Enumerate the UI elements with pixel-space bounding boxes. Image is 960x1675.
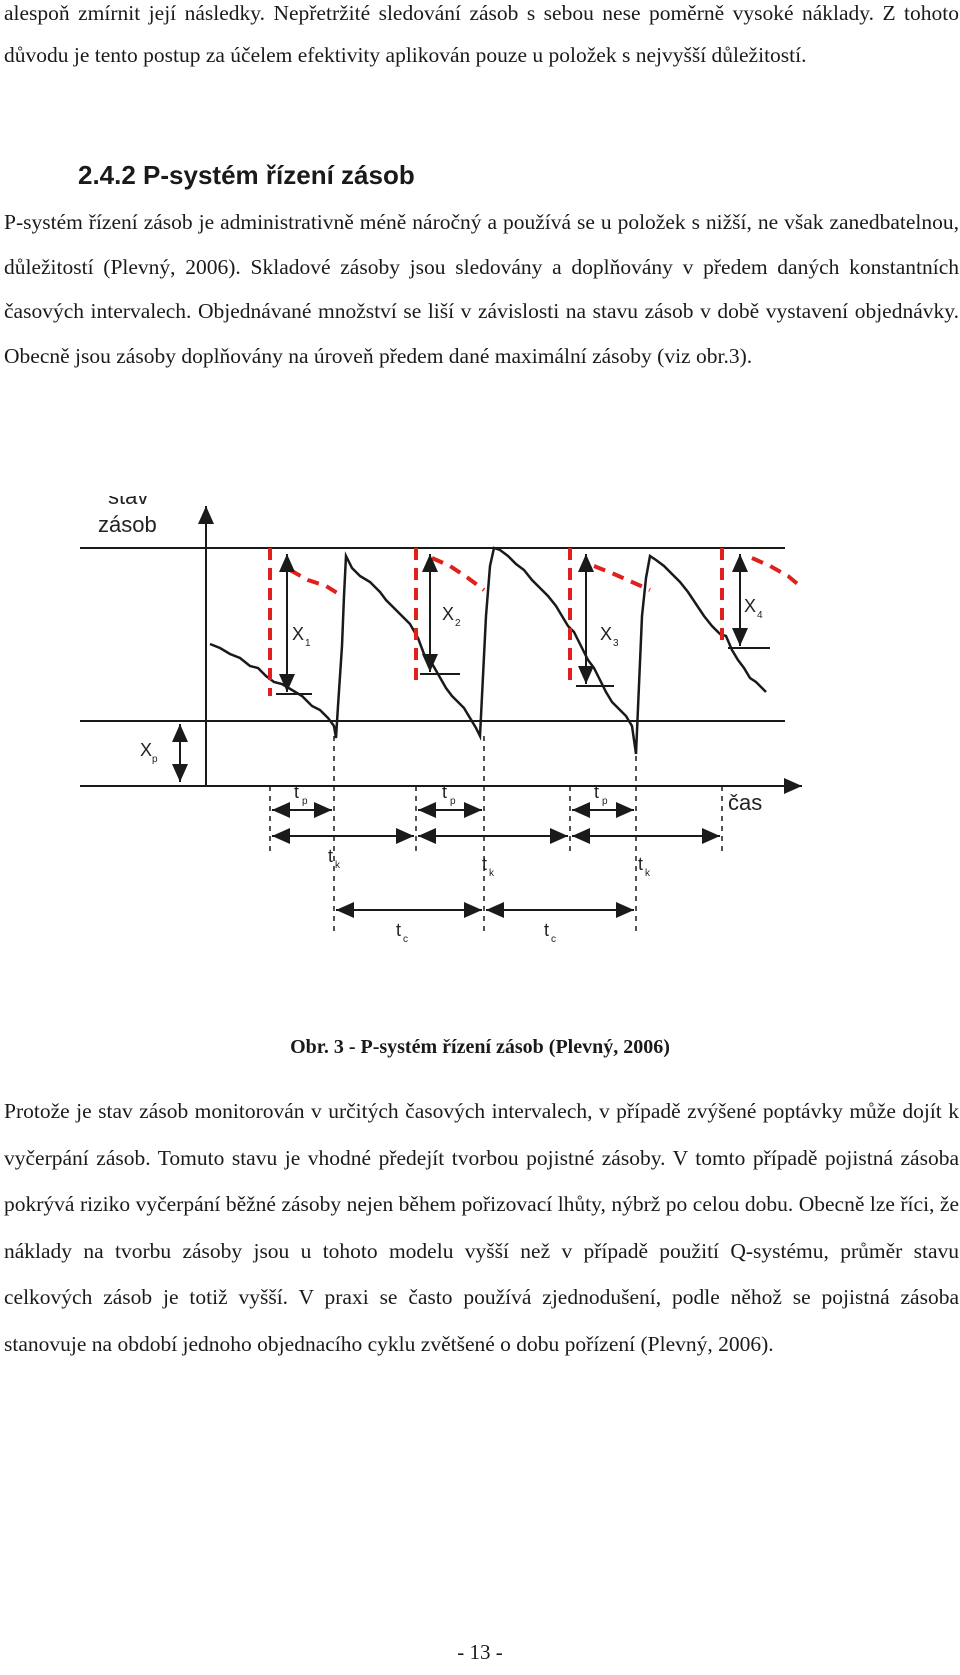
order-qty-sub-4: 4 (757, 610, 763, 621)
cycle-label-3: t (638, 854, 644, 874)
section-heading: 2.4.2 P-systém řízení zásob (78, 160, 415, 190)
order-qty-label-4: X (744, 596, 757, 616)
review-label-1: t (396, 920, 402, 940)
page-number: - 13 - (457, 1640, 503, 1664)
diagram-svg (80, 496, 880, 1016)
cycle-sub-2: k (489, 868, 494, 879)
y-axis-label-zasob: zásob (98, 512, 157, 537)
max-level-dashes (270, 548, 800, 696)
lead-time-sub-2: p (450, 796, 456, 807)
x-axis-label: čas (728, 790, 763, 815)
review-sub-1: c (403, 934, 408, 945)
psystem-paragraph: P-systém řízení zásob je administrativně méně náročný a používá se u položek s nižší, ne však zanedbatelnou, důležitostí (Plevný, 2006). Skladové zásoby jsou sledovány a doplňovány v předem daných konstantních časových intervalech. Objednávané množství se liší v závislosti na stavu zásob v době vystavení objednávky. Obecně jsou zásoby doplňovány na úroveň předem dané maximální zásoby (viz obr.3). (4, 210, 959, 368)
lead-time-sub-3: p (602, 796, 608, 807)
lead-time-sub-1: p (302, 796, 308, 807)
safety-stock-paragraph: Protože je stav zásob monitorován v určitých časových intervalech, v případě zvýšené poptávky může dojít k vyčerpání zásob. Tomuto stavu je vhodné předejít tvorbou pojistné zásoby. V tomto případě pojistná zásoba pokrývá riziko vyčerpání běžné zásoby nejen během pořizovací lhůty, nýbrž po celou dobu. Obecně lze říci, že náklady na tvorbu zásoby jsou u tohoto modelu vyšší než v případě použití Q-systému, průměr stavu celkových zásob je totiž vyšší. V praxi se často používá zjednodušení, podle něhož se pojistná zásoba stanovuje na období jednoho objednacího cyklu zvětšené o dobu pořízení (Plevný, 2006). (4, 1099, 959, 1356)
cycle-label-2: t (482, 854, 488, 874)
cycle-label-1: t (328, 846, 334, 866)
order-qty-sub-2: 2 (455, 618, 461, 629)
order-qty-label-2: X (442, 604, 455, 624)
lead-time-label-2: t (442, 782, 448, 802)
lead-time-label-3: t (594, 782, 600, 802)
order-qty-label-3: X (600, 624, 613, 644)
order-qty-sub-3: 3 (613, 638, 619, 649)
safety-stock-label: X (140, 740, 153, 760)
lead-time-label-1: t (294, 782, 300, 802)
cycle-sub-1: k (335, 860, 340, 871)
p-system-diagram (80, 496, 880, 1016)
order-qty-sub-1: 1 (305, 638, 311, 649)
safety-stock-sub: p (152, 754, 158, 765)
inventory-curve (210, 548, 766, 754)
order-qty-label-1: X (292, 624, 305, 644)
figure-caption: Obr. 3 - P-systém řízení zásob (Plevný, 2006) (290, 1036, 670, 1058)
intro-paragraph: alespoň zmírnit její následky. Nepřetržité sledování zásob s sebou nese poměrně vysoké náklady. Z tohoto důvodu je tento postup za účelem efektivity aplikován pouze u položek s nejvyšší důležitostí. (4, 1, 959, 67)
review-label-2: t (544, 920, 550, 940)
review-sub-2: c (551, 934, 556, 945)
y-axis-label-stav: stav (108, 496, 149, 509)
cycle-sub-3: k (645, 868, 650, 879)
